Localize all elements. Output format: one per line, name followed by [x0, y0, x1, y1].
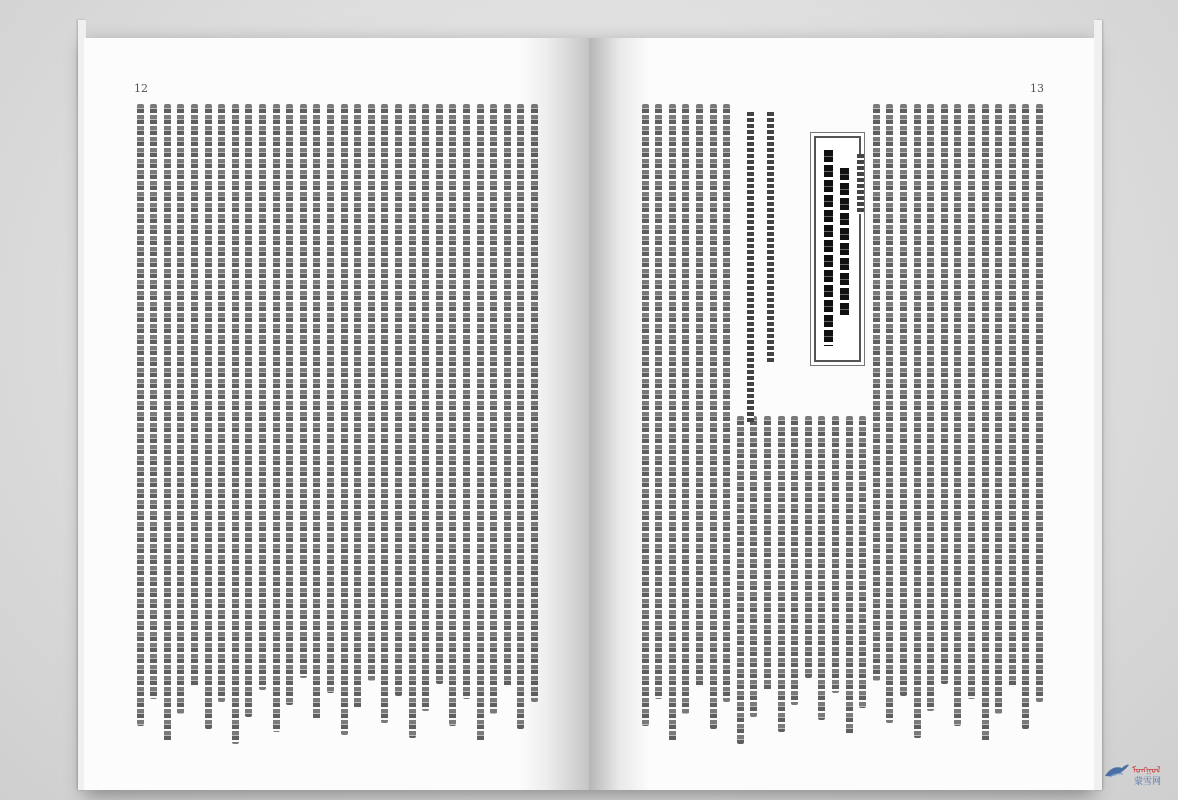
- text-line: [436, 104, 443, 684]
- text-line: [300, 104, 307, 678]
- text-line: [1036, 104, 1043, 702]
- text-line: [805, 416, 812, 678]
- text-line: [191, 104, 198, 687]
- chapter-title-line: [840, 168, 849, 318]
- right-page: [589, 38, 1094, 790]
- text-line: [642, 104, 649, 726]
- text-line: [531, 104, 538, 702]
- chapter-source-line: [767, 112, 774, 362]
- text-line: [750, 416, 757, 717]
- text-line: [914, 104, 921, 738]
- text-line: [313, 104, 320, 720]
- chapter-author-line: [857, 154, 864, 214]
- text-line: [696, 104, 703, 687]
- text-line: [477, 104, 484, 741]
- left-page-text: [134, 104, 539, 744]
- text-line: [737, 416, 744, 744]
- text-line: [504, 104, 511, 687]
- text-line: [954, 104, 961, 726]
- text-line: [1009, 104, 1016, 687]
- text-line: [927, 104, 934, 711]
- text-line: [846, 416, 853, 735]
- text-line: [218, 104, 225, 702]
- text-line: [1022, 104, 1029, 729]
- text-line: [341, 104, 348, 735]
- text-line: [150, 104, 157, 699]
- text-line: [791, 416, 798, 705]
- text-line: [982, 104, 989, 741]
- right-page-edge: [1094, 20, 1102, 790]
- text-line: [859, 416, 866, 708]
- text-line: [463, 104, 470, 699]
- text-line: [395, 104, 402, 696]
- text-line: [164, 104, 171, 741]
- text-line: [286, 104, 293, 705]
- watermark-brand-name: 蒙雪网: [1134, 777, 1162, 787]
- text-line: [669, 104, 676, 741]
- text-line: [205, 104, 212, 729]
- chapter-title-line: [824, 150, 833, 346]
- text-line: [422, 104, 429, 711]
- text-line: [832, 416, 839, 693]
- left-page-number: 12: [134, 82, 148, 95]
- text-line: [778, 416, 785, 732]
- left-page: [84, 38, 589, 790]
- text-line: [873, 104, 880, 681]
- text-line: [886, 104, 893, 723]
- right-page-number: 13: [1030, 82, 1044, 95]
- bird-logo-icon: [1104, 762, 1130, 780]
- text-line: [490, 104, 497, 714]
- text-line: [655, 104, 662, 699]
- text-line: [273, 104, 280, 732]
- text-line: [245, 104, 252, 717]
- text-line: [259, 104, 266, 690]
- text-line: [764, 416, 771, 690]
- text-line: [381, 104, 388, 723]
- text-line: [818, 416, 825, 720]
- text-line: [968, 104, 975, 699]
- site-watermark: [1100, 756, 1170, 796]
- chapter-title-frame: [814, 136, 861, 362]
- text-line: [177, 104, 184, 714]
- text-line: [900, 104, 907, 696]
- text-line: [995, 104, 1002, 714]
- chapter-source-line: [747, 112, 754, 422]
- text-line: [682, 104, 689, 714]
- text-line: [517, 104, 524, 729]
- text-line: [409, 104, 416, 738]
- text-line: [710, 104, 717, 729]
- text-line: [327, 104, 334, 693]
- text-line: [723, 104, 730, 702]
- text-line: [941, 104, 948, 684]
- text-line: [232, 104, 239, 744]
- text-line: [449, 104, 456, 726]
- watermark-brand-script: ᠮᠣᠩᠭᠣᠯ: [1132, 766, 1161, 776]
- text-line: [354, 104, 361, 708]
- text-line: [137, 104, 144, 726]
- text-line: [368, 104, 375, 681]
